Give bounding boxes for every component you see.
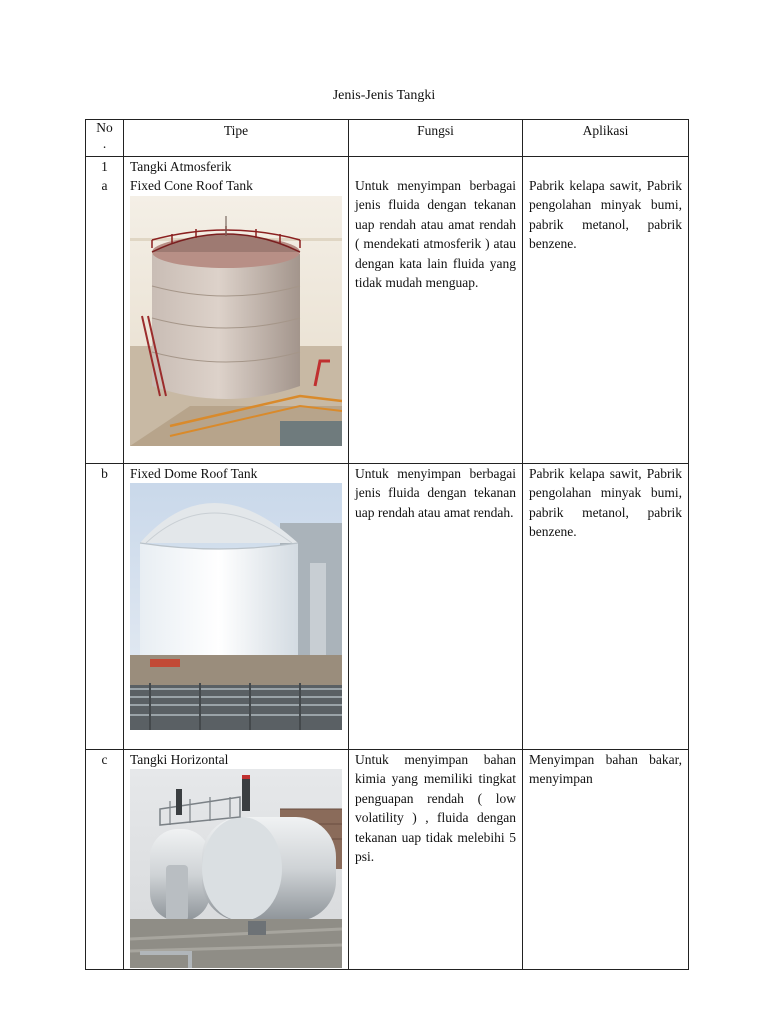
aplikasi-cell xyxy=(523,464,689,750)
row-number-line2: a xyxy=(101,178,108,194)
tipe-label: Fixed Dome Roof Tank xyxy=(130,466,258,481)
tipe-cell xyxy=(124,750,349,970)
aplikasi-cell xyxy=(523,157,689,464)
row-number xyxy=(86,750,124,970)
horizontal-tank-photo xyxy=(130,769,342,968)
aplikasi-text: Pabrik kelapa sawit, Pabrik pengolahan minyak bumi, pabrik metanol, pabrik benzene. xyxy=(529,466,682,540)
tipe-label: Tangki Horizontal xyxy=(130,752,229,767)
row-number xyxy=(86,157,124,464)
category-label: Tangki Atmosferik xyxy=(130,159,232,174)
aplikasi-text: Menyimpan bahan bakar, menyimpan xyxy=(529,752,682,787)
fungsi-cell xyxy=(349,750,523,970)
table-header-row xyxy=(86,120,689,157)
fungsi-cell xyxy=(349,464,523,750)
row-number xyxy=(86,464,124,750)
fungsi-text: Untuk menyimpan berbagai jenis fluida dengan tekanan uap rendah atau amat rendah ( mendekati atmosferik ) atau dengan kata lain fluida yang tidak mudah menguap. xyxy=(355,178,516,291)
page-title: Jenis-Jenis Tangki xyxy=(332,88,436,103)
header-fungsi: Fungsi xyxy=(349,120,523,157)
fixed-dome-roof-tank-photo xyxy=(130,483,342,730)
fixed-cone-roof-tank-photo xyxy=(130,196,342,446)
aplikasi-cell xyxy=(523,750,689,970)
header-tipe: Tipe xyxy=(124,120,349,157)
row-number-line1: b xyxy=(101,466,108,481)
aplikasi-text: Pabrik kelapa sawit, Pabrik pengolahan minyak bumi, pabrik metanol, pabrik benzene. xyxy=(529,178,682,252)
tipe-cell xyxy=(124,464,349,750)
row-number-line1: 1 xyxy=(101,159,108,174)
header-no xyxy=(86,120,124,157)
tipe-cell xyxy=(124,157,349,464)
fungsi-cell xyxy=(349,157,523,464)
tank-types-table xyxy=(85,119,689,970)
fungsi-text: Untuk menyimpan berbagai jenis fluida dengan tekanan uap rendah atau amat rendah. xyxy=(355,466,516,520)
header-aplikasi: Aplikasi xyxy=(523,120,689,157)
fungsi-text: Untuk menyimpan bahan kimia yang memiliki tingkat penguapan rendah ( low volatility ) , fluida dengan tekanan uap tidak melebihi 5 psi. xyxy=(355,752,516,865)
table-row xyxy=(86,157,689,464)
row-number-line1: c xyxy=(101,752,108,767)
tipe-label: Fixed Cone Roof Tank xyxy=(130,178,253,194)
header-no-line2: . xyxy=(102,136,107,151)
table-row xyxy=(86,750,689,970)
header-no-line1: No xyxy=(96,120,113,135)
table-row xyxy=(86,464,689,750)
